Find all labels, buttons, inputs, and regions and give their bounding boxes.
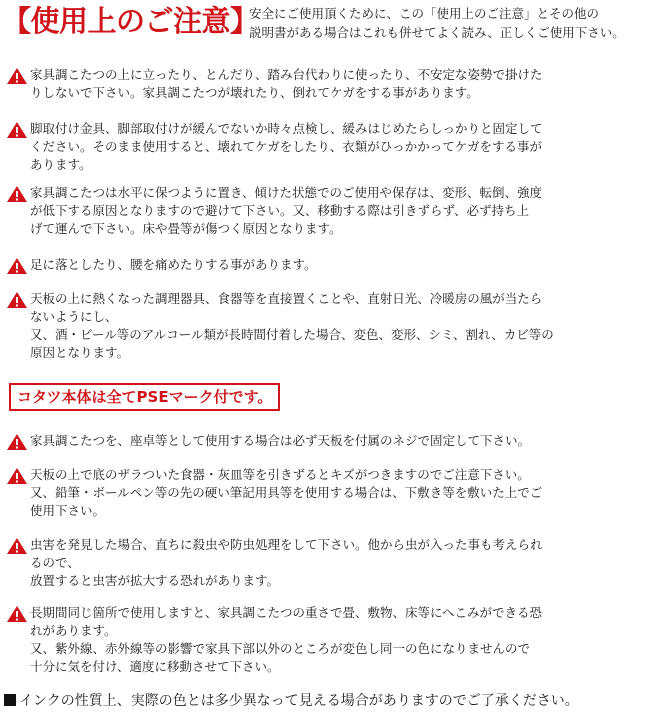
warning-line: ないようにし、: [30, 309, 118, 324]
warning-line: 家具調こたつを、座卓等として使用する場合は必ず天板を付属のネジで固定して下さい。: [30, 433, 531, 448]
warning-line: 原因となります。: [30, 345, 130, 360]
warning-line: 虫害を発見した場合、直ちに殺虫や防虫処理をして下さい。他から虫が入った事も考えられ: [30, 537, 543, 552]
warning-triangle-icon: [6, 121, 28, 139]
warning-line: 使用下さい。: [30, 503, 106, 518]
intro-line: 安全にご使用頂くために、この「使用上のご注意」とその他の: [249, 6, 600, 21]
warning-line: ください。そのまま使用すると、壊れてケガをしたり、衣類がひっかかってケガをする事が: [30, 139, 543, 154]
warning-triangle-icon: [6, 467, 28, 485]
warning-triangle-icon: [6, 433, 28, 451]
warning-triangle-icon: [6, 257, 28, 275]
warning-line: 天板の上で底のザラついた食器・灰皿等を引きずるとキズがつきますのでご注意下さい。: [30, 467, 530, 482]
footer-text: インクの性質上、実際の色とは多少異なって見える場合がありますのでご了承ください。: [19, 693, 579, 709]
warning-line: 放置すると虫害が拡大する恐れがあります。: [30, 573, 280, 588]
warning-line: りしないで下さい。家具調こたつが壊れたり、倒れてケガをする事があります。: [30, 85, 479, 100]
warning-line: 又、紫外線、赤外線等の影響で家具下部以外のところが変色し同一の色になりませんので: [30, 641, 531, 656]
warning-triangle-icon: [6, 605, 28, 623]
warning-line: 又、酒・ビール等のアルコール類が長時間付着した場合、変色、変形、シミ、割れ、カビ等の: [30, 327, 554, 342]
page-title: 【使用上のご注意】: [2, 4, 259, 38]
warning-line: 家具調こたつは水平に保つように置き、傾けた状態でのご使用や保存は、変形、転倒、強度: [30, 185, 543, 200]
warning-text: [30, 290, 638, 362]
warning-triangle-icon: [6, 185, 28, 203]
warning-text: [30, 256, 638, 274]
warning-text: [30, 120, 638, 174]
warning-line: れがあります。: [30, 623, 117, 638]
intro-line: 説明書がある場合はこれも併せてよく読み、正しくご使用下さい。: [249, 25, 625, 40]
warning-text: [30, 432, 638, 450]
warning-line: 足に落としたり、腰を痛めたりする事があります。: [30, 257, 317, 272]
warning-text: [30, 466, 638, 520]
intro-text: [249, 4, 641, 42]
warning-line: 天板の上に熱くなった調理器具、食器等を直接置くことや、直射日光、冷暖房の風が当たら: [30, 291, 543, 306]
warning-line: るので、: [30, 555, 80, 570]
warning-triangle-icon: [6, 67, 28, 85]
header: [0, 0, 645, 46]
warning-line: 脚取付け金具、脚部取付けが緩んでないか時々点検し、緩みはじめたらしっかりと固定して: [30, 121, 543, 136]
warning-line: げて運んで下さい。床や畳等が傷つく原因となります。: [30, 221, 342, 236]
warning-line: 家具調こたつの上に立ったり、とんだり、踏み台代わりに使ったり、不安定な姿勢で掛けた: [30, 67, 543, 82]
warning-triangle-icon: [6, 537, 28, 555]
footer-note: [4, 690, 642, 712]
warning-text: [30, 184, 638, 238]
warning-text: [30, 536, 638, 590]
warning-text: [30, 604, 638, 676]
warning-line: 長期間同じ箇所で使用しますと、家具調こたつの重さで畳、敷物、床等にへこみができる恐: [30, 605, 543, 620]
black-square-icon: [4, 694, 16, 706]
warning-line: あります。: [30, 157, 92, 172]
warning-triangle-icon: [6, 291, 28, 309]
warning-text: [30, 66, 638, 102]
warning-line: 又、鉛筆・ボールペン等の先の硬い筆記用具等を使用する場合は、下敷き等を敷いた上でご: [30, 485, 543, 500]
warning-line: が低下する原因となりますので避けて下さい。又、移動する際は引きずらず、必ず持ち上: [30, 203, 530, 218]
pse-notice: コタツ本体は全てPSEマーク付です。: [9, 383, 280, 411]
warning-line: 十分に気を付け、適度に移動させて下さい。: [30, 659, 280, 674]
